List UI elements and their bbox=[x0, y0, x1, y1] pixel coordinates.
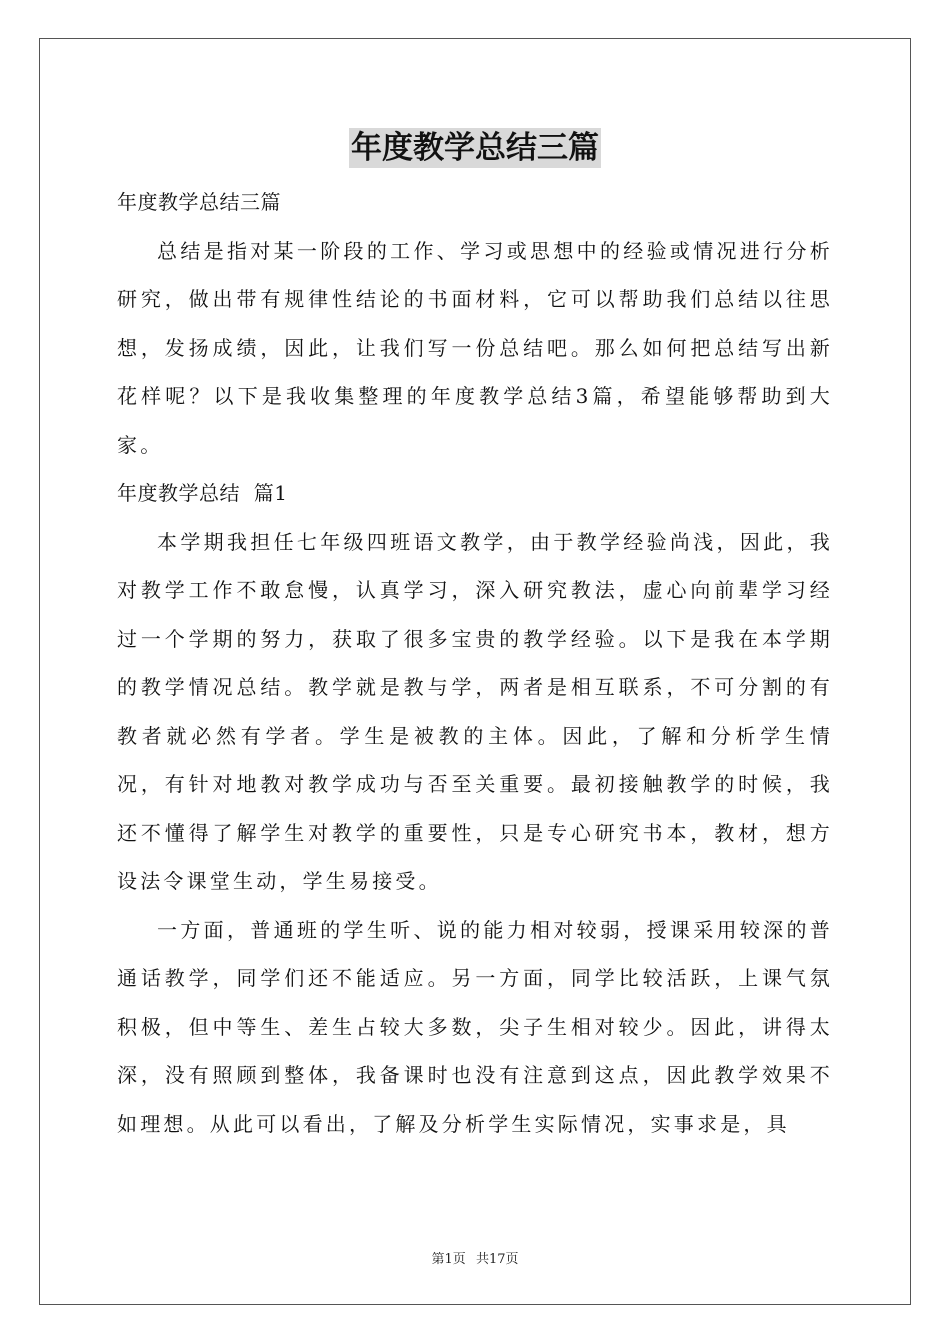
intro-paragraph: 总结是指对某一阶段的工作、学习或思想中的经验或情况进行分析研究，做出带有规律性结论的书面材料，它可以帮助我们总结以往思想，发扬成绩，因此，让我们写一份总结吧。那么如何把总结写出新花样呢？以下是我收集整理的年度教学总结3篇，希望能够帮助到大家。 bbox=[117, 238, 833, 457]
document-subtitle: 年度教学总结三篇 bbox=[117, 190, 281, 214]
body-paragraph: 一方面，普通班的学生听、说的能力相对较弱，授课采用较深的普通话教学，同学们还不能适应。另一方面，同学比较活跃，上课气氛积极，但中等生、差生占较大多数，尖子生相对较少。因此，讲得太深，没有照顾到整体，我备课时也没有注意到这点，因此教学效果不如理想。从此可以看出，了解及分析学生实际情况，实事求是，具 bbox=[117, 917, 833, 1136]
title-container bbox=[0, 128, 950, 168]
page-footer bbox=[0, 1248, 950, 1267]
section-heading: 年度教学总结 篇1 bbox=[117, 481, 288, 505]
document-body bbox=[117, 178, 833, 1148]
body-paragraph: 本学期我担任七年级四班语文教学，由于教学经验尚浅，因此，我对教学工作不敢怠慢，认真学习，深入研究教法，虚心向前辈学习经过一个学期的努力，获取了很多宝贵的教学经验。以下是我在本学期的教学情况总结。教学就是教与学，两者是相互联系，不可分割的有教者就必然有学者。学生是被教的主体。因此，了解和分析学生情况，有针对地教对教学成功与否至关重要。最初接触教学的时候，我还不懂得了解学生对教学的重要性，只是专心研究书本，教材，想方设法令课堂生动，学生易接受。 bbox=[117, 529, 833, 893]
page-number: 第1页 bbox=[431, 1252, 466, 1267]
page-total: 共17页 bbox=[475, 1252, 519, 1267]
document-title: 年度教学总结三篇 bbox=[351, 130, 599, 166]
